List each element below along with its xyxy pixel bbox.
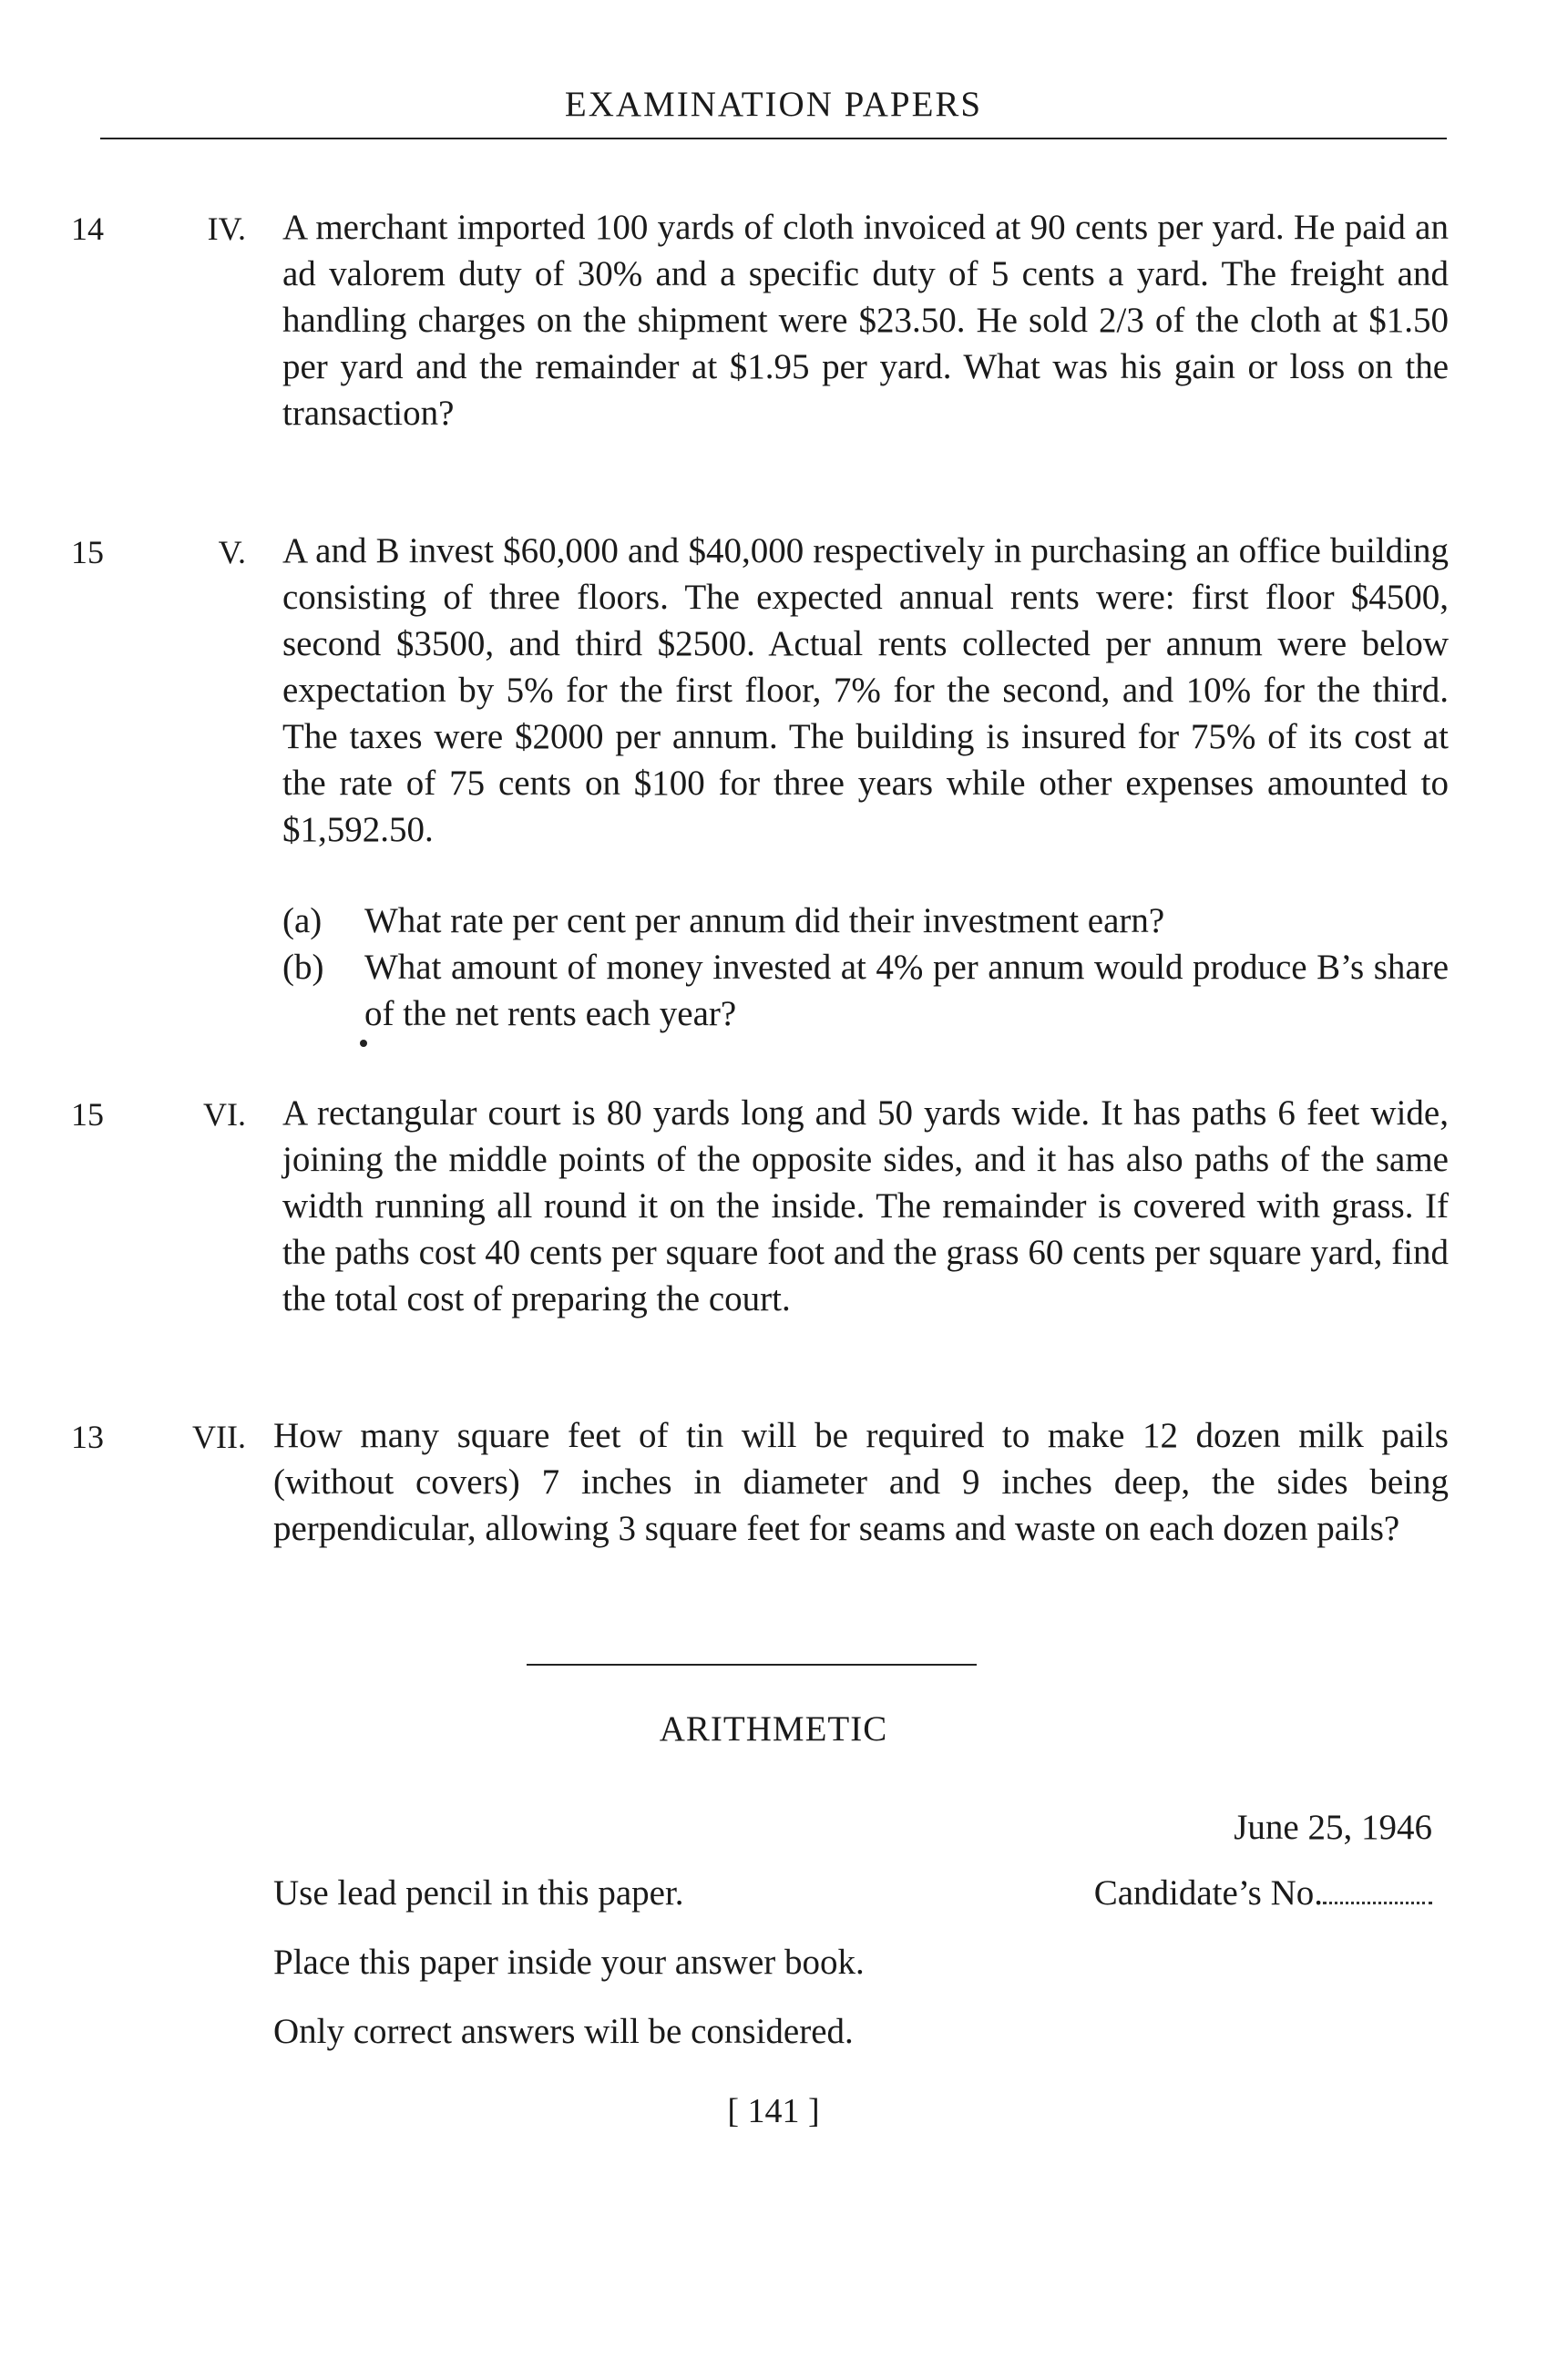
question-marks: 15 (71, 534, 104, 570)
section-divider (527, 1664, 977, 1666)
running-header: EXAMINATION PAPERS (564, 85, 983, 124)
section-title: ARITHMETIC (659, 1709, 888, 1749)
question-number: VII. (192, 1419, 246, 1455)
question-number: V. (218, 534, 246, 570)
candidate-label: Candidate’s No. (1093, 1873, 1323, 1913)
page-number: [ 141 ] (727, 2092, 820, 2130)
question-text: A merchant imported 100 yards of cloth invoiced at 90 cents per yard. He paid an ad valorem duty of 30% and a specific duty of 5 cents a yard. The freight and handling charges on the shipment were $23.50. He sold 2/3 of the cloth at $1.50 per yard and the remainder at $1.95 per yard. What was his gain or loss on the transaction? (282, 208, 1449, 433)
candidate-number-blank (1323, 1874, 1432, 1904)
part-label: (a) (282, 901, 323, 940)
instruction-line: Place this paper inside your answer book. (273, 1943, 865, 1982)
part-label: (b) (282, 948, 324, 987)
question-number: VI. (203, 1096, 246, 1133)
instruction-line: Use lead pencil in this paper. (273, 1873, 684, 1913)
question-part-a (282, 898, 1449, 944)
question-text: A rectangular court is 80 yards long and 50 yards wide. It has paths 6 feet wide, joining the middle points of the opposite sides, and it has also paths of the same width running all round it on the inside. The remainder is covered with grass. If the paths cost 40 cents per square foot and the grass 60 cents per square yard, find the total cost of preparing the court. (282, 1093, 1449, 1318)
question-text: How many square feet of tin will be required to make 12 dozen milk pails (without covers) 7 inches in diameter and 9 inches deep, the sides being perpendicular, allowing 3 square feet for seams and waste on each dozen pails? (273, 1416, 1449, 1548)
ink-dot (360, 1040, 367, 1047)
part-text: What amount of money invested at 4% per annum would produce B’s share of the net rents each year? (364, 948, 1449, 1033)
header-rule (100, 138, 1447, 139)
question-marks: 13 (71, 1419, 104, 1455)
question-text: A and B invest $60,000 and $40,000 respectively in purchasing an office building consisting of three floors. The expected annual rents were: first floor $4500, second $3500, and third $2500. Actual rents collected per annum were below expectation by 5% for the first floor, 7% for the second, and 10% for the third. The taxes were $2000 per annum. The building is insured for 75% of its cost at the rate of 75 cents on $100 for three years while other expenses amounted to $1,592.50. (282, 531, 1449, 849)
instruction-line: Only correct answers will be considered. (273, 2012, 854, 2051)
question-marks: 15 (71, 1096, 104, 1133)
exam-date: June 25, 1946 (1234, 1808, 1432, 1847)
question-number: IV. (207, 210, 246, 247)
candidate-number (1094, 1872, 1432, 1913)
question-marks: 14 (71, 210, 104, 247)
question-part-b (282, 944, 1449, 1033)
part-text: What rate per cent per annum did their investment earn? (364, 901, 1165, 940)
